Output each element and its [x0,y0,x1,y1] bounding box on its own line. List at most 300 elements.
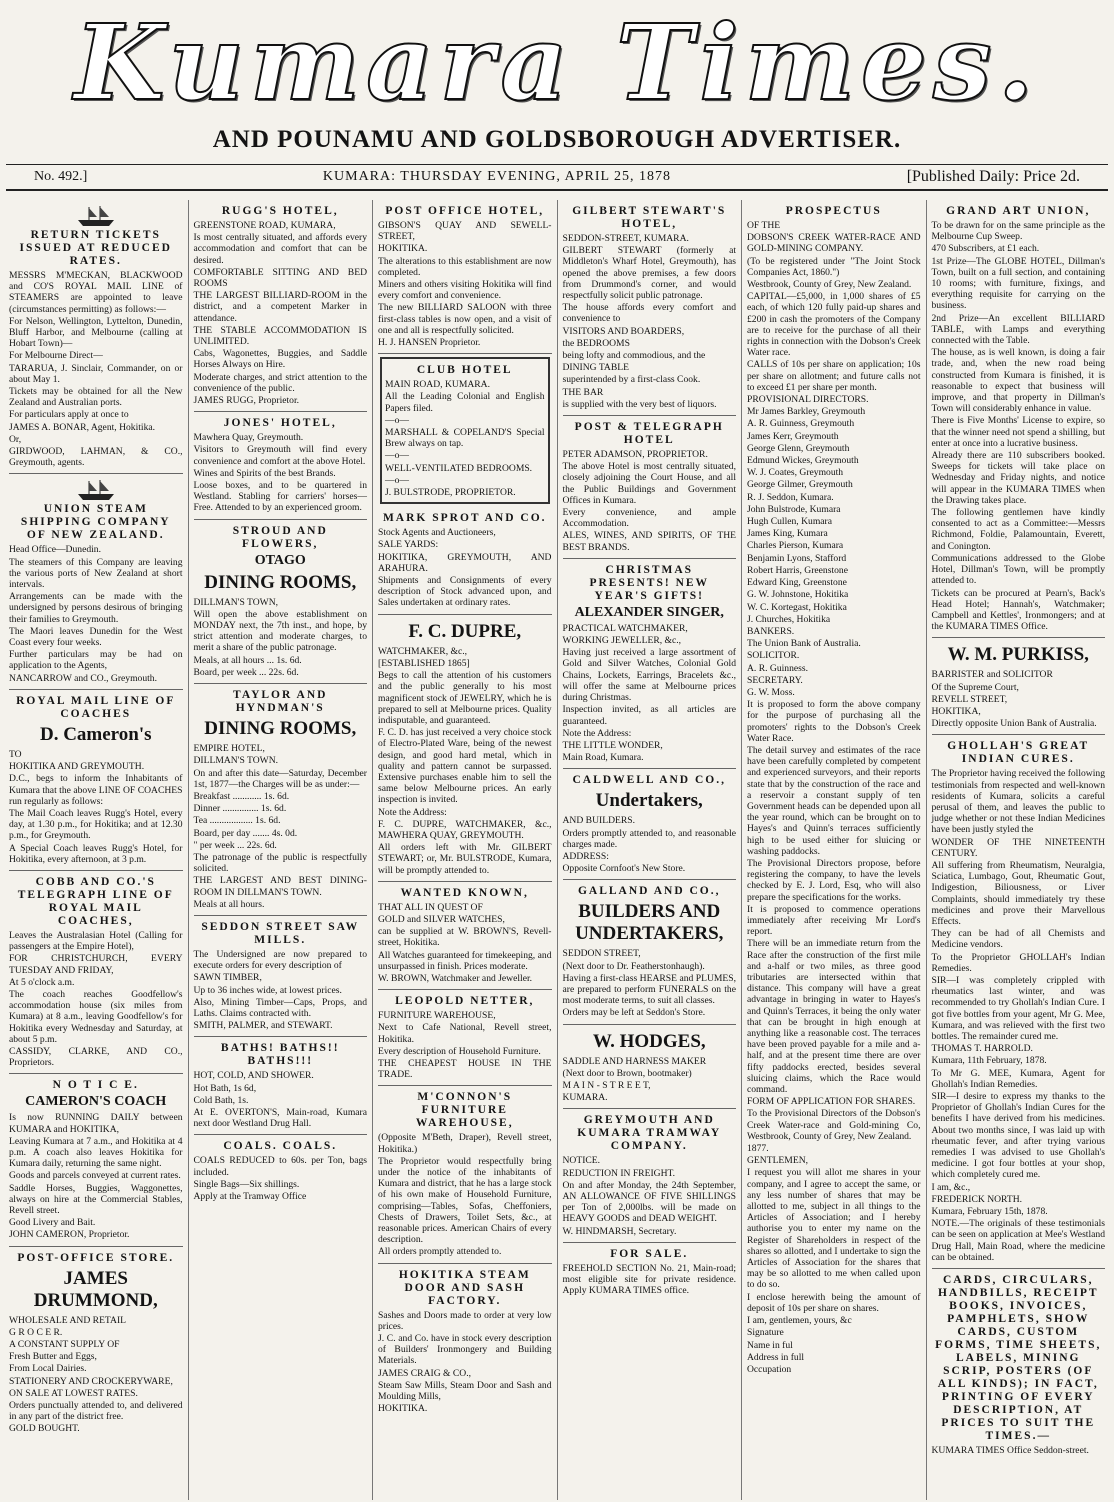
advert-text-line: PROVISIONAL DIRECTORS. [747,394,869,406]
advert-text-line: COMFORTABLE SITTING AND BED ROOMS [193,266,367,290]
advert-text-line: It is proposed to commence operations immediately after receiving Mr Lord's report. [747,903,921,938]
advert-text-line: Leaves the Australasian Hotel (Calling for passengers at the Empire Hotel), [9,929,183,953]
advertisement [378,615,552,882]
advert-display-line: F. C. DUPRE, [408,620,522,642]
advert-text-line: John Bulstrode, Kumara [747,503,841,515]
advert-text-line: The Provisional Directors propose, before registering the company, to have the levels checked by E. J. Lord, Esq, who will also prepare the specifications for the works. [747,857,921,903]
advert-text-line: Tea .................. 1s. 6d. [193,815,281,827]
advert-text-line: For Melbourne Direct— [9,350,103,362]
advert-text-line: superintended by a first-class Cook. [562,374,701,386]
advertisement [194,684,368,916]
advert-text-line: PETER ADAMSON, PROPRIETOR. [562,449,708,461]
dateline-bar [6,164,1108,191]
advert-text-line: " per week ... 22s. 6d. [193,839,277,851]
advert-heading: WANTED KNOWN, [400,886,529,899]
advert-text-line: COALS REDUCED to 60s. per Ton, bags included. [193,1155,367,1178]
advert-text-line: AND BUILDERS. [562,815,635,827]
advertisement [9,474,183,689]
advert-text-line: Address in full [747,1351,805,1363]
column-3 [373,200,558,1500]
advert-text-line: 1877. [747,1143,769,1155]
advert-text-line: G. W. Johnstone, Hokitika [747,589,849,601]
advert-text-line: W. C. Kortegast, Hokitika [747,601,847,613]
advert-text-line: A CONSTANT SUPPLY OF [9,1339,120,1350]
advert-text-line: EMPIRE HOTEL, [193,743,265,755]
advert-text-line: Begs to call the attention of his customers and the public generally to his most magnificent stock of JEWELRY, which he is prepared to sell at Melbourne prices. Quality indisputable, and guaranteed. [378,670,552,726]
column-5 [742,200,927,1500]
column-2 [189,200,374,1500]
advertisement [194,1135,368,1207]
advertisement [9,200,183,474]
advert-text-line: I am, gentlemen, yours, &c [747,1315,852,1327]
advert-text-line: SAWN TIMBER, [193,972,262,984]
column-4 [558,200,743,1500]
advert-text-line: Or, [9,433,22,445]
advert-text-line: JAMES RUGG, Proprietor. [193,395,300,407]
advert-display-line: BUILDERS AND UNDERTAKERS, [575,901,724,945]
advert-heading: GHOLLAH'S GREAT INDIAN CURES. [947,740,1090,766]
advert-text-line: Steam Saw Mills, Steam Door and Sash and Moulding Mills, [378,1379,552,1403]
advert-text-line: J. BULSTRODE, PROPRIETOR. [385,487,516,499]
advert-text-line: is supplied with the very best of liquors. [562,398,717,410]
advert-text-line: Already there are 110 subscribers booked. Sweeps for tickets will take place on Wednesday and Friday nights, and notice will appear in the KUMARA TIMES when the Drawing takes place. [931,450,1105,506]
advert-text-line: Orders punctually attended to, and delivered in any part of the district free. [9,1400,183,1423]
advert-text-line: THAT ALL IN QUEST OF [378,901,483,913]
advert-heading: TAYLOR AND HYNDMAN'S [233,689,328,715]
advert-text-line: HOT, COLD, AND SHOWER. [193,1070,314,1082]
column-6 [927,200,1111,1500]
advert-text-line: Apply at the Tramway Office [193,1190,307,1202]
advert-text-line: The following gentlemen have kindly consented to act as a Committee:—Messrs Richmond, Foldie, Palamountain, Everett, and Conington. [931,507,1105,552]
advert-text-line: HOKITIKA. [378,1403,428,1415]
advert-text-line: George Gilmer, Greymouth [747,479,853,491]
advert-text-line: 1st Prize—The GLOBE HOTEL, Dillman's Town, built on a full section, and containing 10 rooms; with furniture, fixings, and everything requisite for carrying on the business. [931,255,1105,312]
advert-text-line: Shipments and Consignments of every description of Stock advanced upon, and Sales undertaken at ordinary rates. [378,575,552,609]
advert-text-line: REDUCTION IN FREIGHT. [562,1167,676,1179]
advert-text-line: Note the Address: [562,727,632,739]
advert-text-line: On and after Monday, the 24th September, AN ALLOWANCE OF FIVE SHILLINGS per Ton of 2,000lbs. will be made on HEAVY GOODS and DEAD WEIGHT. [562,1179,736,1225]
advert-text-line: Edward King, Greenstone [747,577,847,589]
advert-text-line: THE STABLE ACCOMMODATION IS UNLIMITED. [193,324,367,348]
advert-display-line: W. HODGES, [592,1030,706,1052]
advert-text-line: GOLD and SILVER WATCHES, [378,913,505,925]
advert-text-line: THOMAS T. HARROLD. [931,1043,1033,1055]
advert-heading: POST-OFFICE STORE. [17,1251,175,1264]
advert-text-line: GOLD BOUGHT. [9,1423,80,1435]
advert-text-line: being lofty and commodious, and the [562,350,706,362]
advert-text-line: Kumara, 11th February, 1878. [931,1055,1047,1067]
advert-text-line: Will open the above establishment on MONDAY next, the 7th inst., and hope, by strict attention and moderate charges, to merit a share of the public patronage. [193,608,367,654]
advert-text-line: FOR CHRISTCHURCH, EVERY TUESDAY AND FRIDAY, [9,953,183,976]
advert-text-line: HOKITIKA. [378,243,428,255]
advert-text-line: Single Bags—Six shillings. [193,1178,300,1190]
advert-text-line: R. J. Seddon, Kumara. [747,491,834,503]
advert-text-line: (Opposite M'Beth, Draper), Revell street, Hokitika.) [378,1132,552,1155]
advert-text-line: MESSRS M'MECKAN, BLACKWOOD and CO'S ROYAL MAIL LINE of STEAMERS are appointed to leave (circumstances permitting) as follows:— [9,270,183,315]
advert-text-line: FREEHOLD SECTION No. 21, Main-road; most eligible site for private residence. Apply KUMARA TIMES office. [562,1262,736,1297]
advert-heading: COALS. COALS. [223,1140,338,1153]
advert-text-line: KUMARA TIMES Office Seddon-street. [931,1445,1089,1457]
advert-text-line: All orders promptly attended to. [378,1246,502,1258]
advert-heading: POST & TELEGRAPH HOTEL [574,421,724,447]
advert-text-line: THE LARGEST BILLIARD-ROOM in the district, and a competent Marker in attendance. [193,290,367,324]
advert-heading: SEDDON STREET SAW MILLS. [201,920,360,946]
advert-subheading: ALEXANDER SINGER, [574,604,724,620]
advert-heading: CLUB HOTEL [416,364,513,377]
advert-text-line: FORM OF APPLICATION FOR SHARES. [747,1096,916,1108]
advert-text-line: All Watches guaranteed for timekeeping, and unsurpassed in finish. Prices moderate. [378,949,552,972]
advert-text-line: Name in ful [747,1339,793,1351]
advert-text-line: WELL-VENTILATED BEDROOMS. [385,462,533,474]
advert-text-line: To the Proprietor GHOLLAH's Indian Remedies. [931,951,1105,974]
advert-text-line: Occupation [747,1363,792,1375]
advert-text-line: J. Churches, Hokitika [747,613,831,625]
advert-text-line: The patronage of the public is respectfully solicited. [193,851,367,875]
advert-text-line: From Local Dairies. [9,1363,87,1375]
advert-text-line: SIR—I desire to express my thanks to the Proprietor of Ghollah's Indian Cures for the benefits I have derived from his medicines. About two months since, I was laid up with rheumatic fever, and after trying various remedies I was advised to use Ghollah's medicine. I got four bottles at your shop, which completely cured me. [931,1091,1105,1181]
advert-text-line: It is proposed to form the above company for the purpose of purchasing all the promoters' rights to the Dobson's Creek Water Race. [747,699,921,744]
advert-text-line: D.C., begs to inform the Inhabitants of Kumara that the above LINE OF COACHES run regularly as follows: [9,773,183,807]
advert-text-line: WORKING JEWELLER, &c., [562,635,682,647]
advertisement [380,357,550,504]
column-1 [4,200,189,1500]
advert-text-line: Moderate charges, and strict attention to the convenience of the public. [193,371,367,394]
advertisement [563,1025,737,1110]
advert-text-line: All orders left with Mr. GILBERT STEWART; or, Mr. BULSTRODE, Kumara, will be promptly attended to. [378,842,552,876]
advert-text-line: To the Provisional Directors of the Dobson's Creek Water-race and Gold-mining Co, Westbrook, County of Grey, New Zealand. [747,1108,921,1142]
advert-text-line: F. C. DUPRE, WATCHMAKER, &c., MAWHERA QUAY, GREYMOUTH. [378,818,552,841]
advert-text-line: TARARUA, J. Sinclair, Commander, on or about May 1. [9,362,183,385]
advert-text-line: NOTICE. [562,1155,601,1167]
advert-text-line: Having a first-class HEARSE and PLUMES, are prepared to perform FUNERALS on the most moderate terms, to suit all classes. [562,972,736,1007]
advert-text-line: The house, as is well known, is doing a fair trade, and, when the new road being constructed from Kumara is finished, it is reasonable to expect that business will improve, and that property in Dillman's Town will considerably enhance in value. [931,347,1105,415]
advert-text-line: The detail survey and estimates of the race have been carefully completed by competent and experienced surveyors, and their reports state that by the construction of the race and a reservoir a constant supply of ten Government heads can be depended upon all the year round, which can be brought on to Hayes's and Quinn's terraces sufficiently high to be used either for sluicing or washing paddocks. [747,744,921,857]
ship-icon [76,205,116,227]
advert-text-line: GIRDWOOD, LAHMAN, & CO., Greymouth, agents. [9,446,183,469]
advert-text-line: Inspection invited, as all articles are guaranteed. [562,704,736,727]
advert-text-line: Cabs, Wagonettes, Buggies, and Saddle Horses Always on Hire. [193,348,367,371]
advert-heading: RUGG'S HOTEL, [221,205,339,217]
advert-text-line: —o— [385,450,409,462]
advert-text-line: GIBSON'S QUAY AND SEWELL-STREET, [378,220,552,243]
advert-text-line: Good Livery and Bait. [9,1217,96,1229]
advert-text-line: SADDLE AND HARNESS MAKER [562,1055,707,1067]
advertisement [378,990,552,1086]
advert-text-line: Westbrook, County of Grey, New Zealand. [747,279,912,291]
advert-text-line: THE LITTLE WONDER, [562,739,663,751]
advert-text-line: JAMES CRAIG & CO., [378,1367,472,1379]
advert-text-line: TO [9,748,22,760]
advert-text-line: DINING TABLE [562,362,629,374]
advert-text-line: A. R. Guinness. [747,662,809,674]
advert-text-line: Goods and parcels conveyed at current rates. [9,1170,181,1182]
advert-text-line: Mr James Barkley, Greymouth [747,406,866,418]
advertisement [194,916,368,1037]
advert-text-line: I request you will allot me shares in your company, and I agree to accept the same, or any less number of shares that may be allotted to me, subject in all things to the Articles of Association; and I hereby authorise you to enter my name on the Register of Shareholders in respect of the shares so allotted, and I undertake to sign the Articles of Association for the shares that may be so allotted to me when called upon to do so. [747,1167,921,1291]
advert-text-line: WATCHMAKER, &c., [378,645,468,657]
advert-text-line: Dinner ............... 1s. 6d. [193,803,287,815]
advert-text-line: GILBERT STEWART (formerly at Middleton's Wharf Hotel, Greymouth), has opened the above premises, a few doors from Drummond's corner, and would respectfully solicit public patronage. [562,245,736,302]
advert-heading: RETURN TICKETS ISSUED AT REDUCED RATES. [19,229,172,267]
advert-text-line: Also, Mining Timber—Caps, Props, and Laths. Claims contracted with. [193,996,367,1019]
advert-text-line: Meals, at all hours ... 1s. 6d. [193,654,302,666]
advert-text-line: PRACTICAL WATCHMAKER, [562,622,688,634]
advert-text-line: W. BROWN, Watchmaker and Jeweller. [378,972,533,984]
advert-text-line: Benjamin Lyons, Stafford [747,552,847,564]
advertisement [9,1247,183,1440]
advert-text-line: At 5 o'clock a.m. [9,976,75,988]
advert-text-line: J. C. and Co. have in stock every description of Builders' Ironmongery and Building Materials. [378,1333,552,1367]
advert-text-line: MARSHALL & COPELAND'S Special Brew always on tap. [385,427,545,450]
advert-text-line: Communications addressed to the Globe Hotel, Dillman's Town, will be promptly attended to. [931,552,1105,587]
advert-text-line: ADDRESS: [562,850,609,862]
advert-text-line: Opposite Cornfoot's New Store. [562,863,686,875]
ship-icon [76,479,116,501]
advert-text-line: NOTE.—The originals of these testimonials can be seen on application at Mee's Westland Drug Hall, Main Road, where the medicine can be obtained. [931,1218,1105,1263]
masthead [0,1,1114,191]
advert-text-line: James King, Kumara [747,528,828,540]
advert-text-line: SALE YARDS: [378,539,439,551]
advert-text-line: Kumara, February 15th, 1878. [931,1206,1048,1218]
advert-display-line: W. M. PURKISS, [947,644,1089,666]
advert-text-line: Saddle Horses, Buggies, Waggonettes, always on hire at the Commercial Stables, Revell street. [9,1182,183,1216]
advert-text-line: BARRISTER and SOLICITOR [931,669,1053,681]
advert-text-line: The above Hotel is most centrally situated, closely adjoining the Court House, and all the Public Buildings and Government Offices in Kumara. [562,461,736,506]
advert-text-line: [ESTABLISHED 1865] [378,657,470,669]
advert-heading: BATHS! BATHS!! BATHS!!! [220,1042,340,1068]
advert-text-line: On and after this date—Saturday, December 1st, 1877—the Charges will be as under:— [193,767,367,790]
advert-text-line: W. J. Coates, Greymouth [747,467,844,479]
advert-text-line: HOKITIKA, [931,705,981,717]
advertisement [9,871,183,1074]
advert-text-line: Fresh Butter and Eggs, [9,1351,97,1363]
advert-text-line: A. R. Guinness, Greymouth [747,418,855,430]
advert-heading: GILBERT STEWART'S HOTEL, [572,205,727,230]
advertisement [747,200,921,1380]
advert-columns [4,200,1110,1500]
advertisement [563,769,737,880]
newspaper-subtitle: AND POUNAMU AND GOLDSBOROUGH ADVERTISER. [212,126,902,153]
advert-text-line: THE CHEAPEST HOUSE IN THE TRADE. [378,1057,552,1081]
advert-heading: CALDWELL AND CO., [572,774,726,787]
advert-text-line: The house affords every comfort and convenience to [562,302,736,325]
advert-text-line: FURNITURE WAREHOUSE, [378,1010,496,1022]
advert-heading: N O T I C E. [52,1079,139,1092]
advert-text-line: There will be an immediate return from the Race after the construction of the first mile and a-half or two miles, as three good tributaries are intersected within that distance. This company will have a great advantage in bringing in water to Hayes's and Quinn's Terraces, it being the only water that can be brought in high enough at anything like a reasonable cost. The terraces have been proved payable for a mile and a-half, and at the present time there are over fifty paddocks erected, besides several sluicing claims, which the Race would command. [747,938,921,1096]
advert-text-line: The Union Bank of Australia. [747,638,861,650]
advertisement [563,1109,737,1242]
advertisement [932,1269,1106,1461]
advert-text-line: For Nelson, Wellington, Lyttelton, Dunedin, Bluff Harbor, and Melbourne (calling at Hobart Town)— [9,315,183,350]
issue-date: KUMARA: THURSDAY EVENING, APRIL 25, 1878 [322,169,672,184]
advert-text-line: CALLS of 10s per share on application; 10s per share on allotment; and future calls not to exceed £1 per share per month. [747,359,921,393]
advert-text-line: CASSIDY, CLARKE, AND CO., Proprietors. [9,1045,183,1069]
advertisement [563,880,737,1024]
advert-text-line: James Kerr, Greymouth [747,430,839,442]
advert-text-line: A Special Coach leaves Rugg's Hotel, for Hokitika, every afternoon, at 3 p.m. [9,842,183,865]
advert-text-line: Board, per day ....... 4s. 0d. [193,827,298,839]
advert-text-line: Main Road, Kumara. [562,752,644,764]
advert-text-line: Signature [747,1327,784,1339]
advert-heading: CARDS, CIRCULARS, HANDBILLS, RECEIPT BOOKS, INVOICES, PAMPHLETS, SHOW CARDS, CUSTOM FORMS, TIME SHEETS, LABELS, MINING SCRIP, POSTERS (OF ALL KINDS); IN FACT, PRINTING OF EVERY DESCRIPTION, AT PRICES TO SUIT THE TIMES.— [935,1274,1102,1443]
advert-text-line: G R O C E R. [9,1326,63,1338]
advert-text-line: SIR—I was completely crippled with rheumatics last winter, and was recommended to try Ghollah's Indian Cure. I got five bottles from your agent, Mr G. Mee, Kumara, and was relieved with the first two bottles. The remainder cured me. [931,974,1105,1042]
advert-text-line: Every description of Household Furniture. [378,1045,541,1057]
advert-text-line: THE BAR [562,386,604,398]
advert-text-line: To Mr G. MEE, Kumara, Agent for Ghollah's Indian Remedies. [931,1067,1105,1090]
advert-text-line: DILLMAN'S TOWN. [193,755,279,767]
advert-text-line: Mawhera Quay, Greymouth. [193,432,304,444]
advert-text-line: Wines and Spirits of the best Brands. [193,467,336,479]
advert-text-line: GREENSTONE ROAD, KUMARA, [193,220,336,231]
advert-text-line: To be drawn for on the same principle as the Melbourne Cup Sweep. [931,220,1105,243]
advert-text-line: (To be registered under "The Joint Stock Companies Act, 1860.") [747,255,921,278]
advertisement [194,1037,368,1135]
advert-heading: GALLAND AND CO., [577,885,721,898]
advert-text-line: They can be had of all Chemists and Medicine vendors. [931,928,1105,951]
advertisement [563,1243,737,1302]
advert-text-line: G. W. Moss. [747,686,795,698]
advertisement [378,200,552,354]
advert-text-line: 2nd Prize—An excellent BILLIARD TABLE, with Lamps and everything connected with the Table. [931,312,1105,347]
advert-text-line: Hot Bath, 1s 6d, [193,1082,257,1094]
advertisement [194,520,368,684]
advert-text-line: WHOLESALE AND RETAIL [9,1314,127,1326]
advert-text-line: Tickets can be procured at Pearn's, Back's Head Hotel; Hannah's, Watchmaker; Campbell and Kettles', Ironmongers; and at the KUMARA TIMES Office. [931,587,1105,633]
advert-text-line: The Undersigned are now prepared to execute orders for every description of [193,948,367,972]
advertisement [932,200,1106,638]
advert-text-line: ON SALE AT LOWEST RATES. [9,1387,138,1399]
advert-text-line: Tickets may be obtained for all the New Zealand and Australian ports. [9,386,183,409]
advert-text-line: Sashes and Doors made to order at very low prices. [378,1309,552,1332]
advert-text-line: Robert Harris, Greenstone [747,564,848,576]
advertisement [9,1074,183,1246]
advert-heading: M'CONNON'S FURNITURE WAREHOUSE, [415,1091,514,1130]
advert-text-line: Leaving Kumara at 7 a.m., and Hokitika at 4 p.m. A coach also leaves Hokitika for Kumara daily, returning the same night. [9,1135,183,1170]
advert-text-line: DOBSON'S CREEK WATER-RACE AND GOLD-MINING COMPANY. [747,232,921,255]
advert-text-line: (Next door to Dr. Featherstonhaugh). [562,960,705,972]
advert-text-line: H. J. HANSEN Proprietor. [378,337,481,349]
advert-text-line: Visitors to Greymouth will find every convenience and comfort at the above Hotel. [193,444,367,467]
advert-text-line: SOLICITOR. [747,650,800,662]
advert-text-line: The Mail Coach leaves Rugg's Hotel, every day, at 1.30 p.m., for Hokitika; and at 12.30 p.m., for Greymouth. [9,807,183,842]
advert-display-line: JAMES DRUMMOND, [33,1267,158,1311]
advertisement [932,735,1106,1269]
advert-text-line: (Next door to Brown, bootmaker) [562,1067,692,1079]
advertisement [378,882,552,990]
advert-text-line: The steamers of this Company are leaving the various ports of New Zealand at short intervals. [9,556,183,591]
advertisement [378,1264,552,1420]
advert-text-line: Next to Cafe National, Revell street, Hokitika. [378,1022,552,1045]
advert-text-line: F. C. D. has just received a very choice stock of Electro-Plated Ware, being of the newest design, and good hard metal, which in quality and pattern cannot be surpassed. Extensive purchases enable him to sell the same below Melbourne prices. An early inspection is invited. [378,727,552,806]
advert-heading: POST OFFICE HOTEL, [385,205,545,217]
advert-text-line: REVELL STREET, [931,693,1008,705]
advert-text-line: All the Leading Colonial and English Papers filed. [385,391,545,414]
advert-heading: JONES' HOTEL, [223,417,337,430]
advert-text-line: GENTLEMEN, [747,1155,809,1167]
issue-number: No. 492.] [34,169,88,184]
advert-text-line: There is Five Months' License to expire, so that the winner need not spend a shilling, but enter at once into a lucrative business. [931,415,1105,449]
advert-text-line: HOKITIKA AND GREYMOUTH. [9,761,145,773]
advert-text-line: SECRETARY. [747,674,803,686]
advert-text-line: MAIN ROAD, KUMARA. [385,379,491,391]
advert-text-line: DILLMAN'S TOWN, [193,596,279,608]
advertisement [563,200,737,416]
advert-text-line: can be supplied at W. BROWN'S, Revell-street, Hokitika. [378,926,552,949]
newspaper-title: Kumara Times. [74,1,1040,124]
advert-text-line: Meals at all hours. [193,898,265,910]
advert-text-line: ALES, WINES, AND SPIRITS, OF THE BEST BRANDS. [562,530,736,553]
advert-heading: HOKITIKA STEAM DOOR AND SASH FACTORY. [398,1268,531,1307]
advert-text-line: WONDER OF THE NINETEENTH CENTURY. [931,836,1105,859]
advert-text-line: At E. OVERTON'S, Main-road, Kumara next door Westland Drug Hall. [193,1106,367,1130]
advert-text-line: The coach reaches Goodfellow's accommodation house (six miles from Kumara) at 8 a.m., leaving Goodfellow's for Hokitika every Wednesday and Saturday, at about 5 p.m. [9,988,183,1045]
advert-text-line: KUMARA. [562,1092,608,1104]
advert-text-line: Edmund Wickes, Greymouth [747,455,859,467]
advertisement [9,690,183,871]
advertisement [194,412,368,519]
advert-text-line: CAPITAL—£5,000, in 1,000 shares of £5 each, of which 120 fully paid-up shares and £200 in cash the promoters of the Company are to receive for the purchase of all their rights in connection with the Dobson's Creek Water race. [747,291,921,359]
issue-price: [Published Daily: Price 2d. [906,168,1080,185]
advert-heading: FOR SALE. [610,1247,689,1260]
advert-display-line: DINING ROOMS, [204,571,357,593]
advert-text-line: HOKITIKA, GREYMOUTH, AND ARAHURA. [378,551,552,574]
advert-text-line: Directly opposite Union Bank of Australia. [931,718,1097,730]
advert-text-line: THE LARGEST AND BEST DINING-ROOM IN DILLMAN'S TOWN. [193,875,367,898]
advert-text-line: Miners and others visiting Hokitika will find every comfort and convenience. [378,279,552,302]
advert-subheading: OTAGO [254,552,306,568]
advert-text-line: VISITORS AND BOARDERS, [562,325,685,337]
advert-heading: MARK SPROT AND CO. [382,512,547,525]
advert-text-line: The alterations to this establishment are now completed. [378,255,552,278]
advert-text-line: For particulars apply at once to [9,409,129,421]
advert-text-line: Stock Agents and Auctioneers, [378,527,496,539]
advert-heading: STROUD AND FLOWERS, [232,524,328,550]
advert-text-line: I enclose herewith being the amount of deposit of 10s per share on shares. [747,1291,921,1314]
advert-text-line: The Proprietor would respectfully bring under the notice of the inhabitants of Kumara and district, that he has a large stock of his own make of Household Furniture, comprising—Tables, Sofas, Cheffoniers, Chests of Drawers, Toilet Sets, &c., at reasonable prices. American Chairs of every description. [378,1155,552,1246]
advert-text-line: SEDDON-STREET, KUMARA. [562,233,689,244]
advert-text-line: Arrangements can be made with the undersigned by persons desirous of bringing their families to Greymouth. [9,591,183,625]
advert-text-line: Board, per week ... 22s. 6d. [193,666,299,678]
advert-text-line: Hugh Cullen, Kumara [747,516,832,528]
advert-text-line: Loose boxes, and to be quartered in Westland. Stabling for carriers' horses—Free. Attended to by an experienced groom. [193,480,367,514]
advert-heading: GRAND ART UNION, [946,205,1091,217]
advert-text-line: Cold Bath, 1s. [193,1094,249,1106]
advert-heading: ROYAL MAIL LINE OF COACHES [16,694,176,720]
advert-text-line: OF THE [747,220,781,231]
advert-text-line: W. HINDMARSH, Secretary. [562,1225,677,1237]
advert-heading: CHRISTMAS PRESENTS! NEW YEAR'S GIFTS! [589,563,710,602]
advert-text-line: —o— [385,474,409,486]
advertisement [194,200,368,412]
advert-subheading: CAMERON'S COACH [25,1094,167,1110]
advert-text-line: Having just received a large assortment of Gold and Silver Watches, Colonial Gold Chains, Lockets, Earrings, Bracelets &c., will offer the same at Melbourne prices during Christmas. [562,647,736,704]
advertisement [563,559,737,769]
advert-text-line: Charles Pierson, Kumara [747,540,844,552]
advert-heading: LEOPOLD NETTER, [395,995,535,1008]
advertisement [378,1086,552,1263]
advert-display-line: D. Cameron's [39,723,152,745]
advert-text-line: BANKERS. [747,625,795,637]
advert-text-line: Of the Supreme Court, [931,681,1019,693]
advert-text-line: All suffering from Rheumatism, Neuralgia, Sciatica, Lumbago, Gout, Rheumatic Gout, Indigestion, Biliousness, or Liver Complaints, should immediately try these medicines and prove their Marvellous Effects. [931,859,1105,927]
advert-text-line: Orders promptly attended to, and reasonable charges made. [562,827,736,850]
advert-heading: COBB AND CO.'S TELEGRAPH LINE OF ROYAL MAIL COACHES, [17,875,174,927]
advert-text-line: Note the Address: [378,806,447,818]
advert-text-line: the BEDROOMS [562,337,630,349]
advert-text-line: NANCARROW and CO., Greymouth. [9,672,157,684]
advert-text-line: Head Office—Dunedin. [9,544,101,556]
